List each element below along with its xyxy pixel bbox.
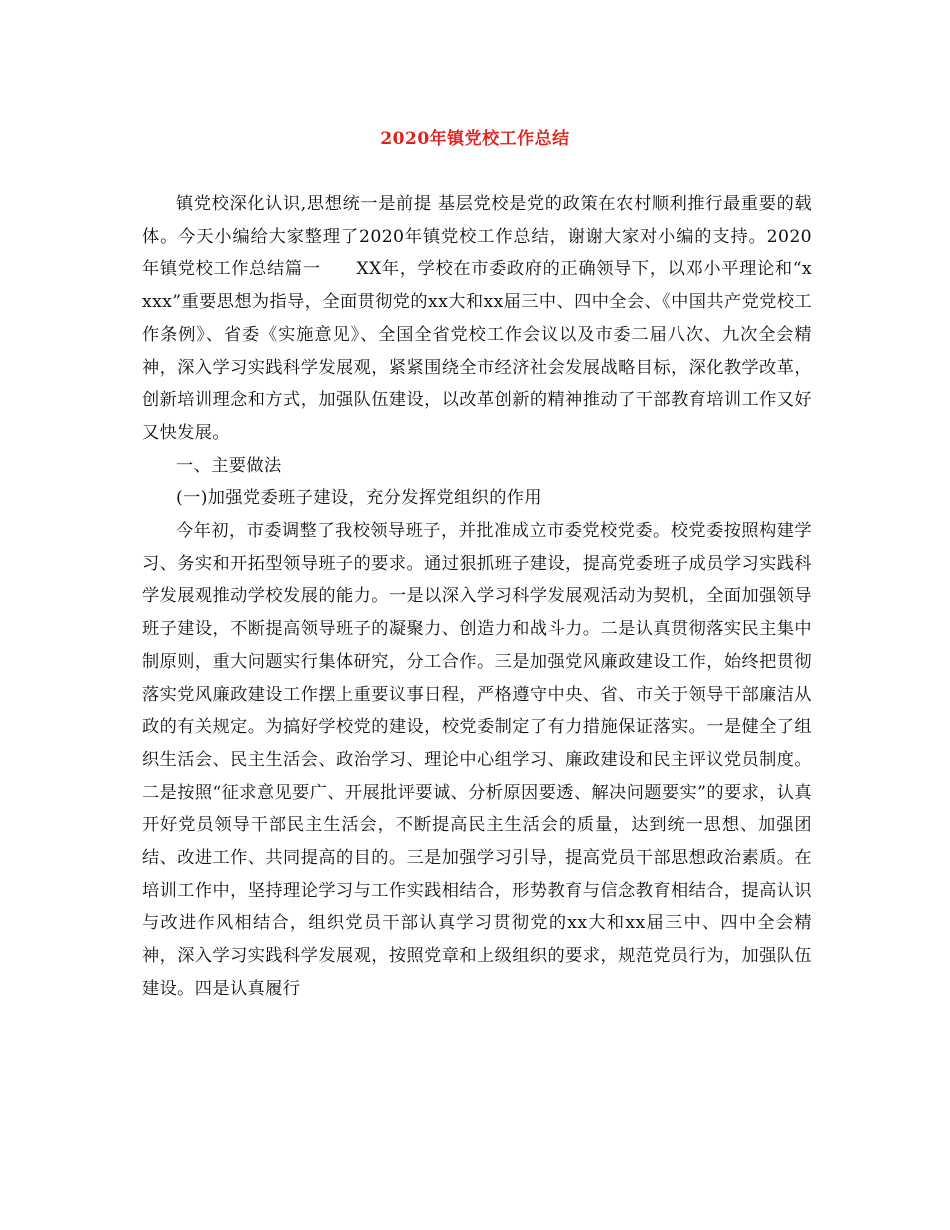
document-body xyxy=(142,188,812,1006)
document-title: 2020年镇党校工作总结 xyxy=(380,129,570,149)
body-paragraph: 今年初，市委调整了我校领导班子，并批准成立市委党校党委。校党委按照构建学习、务实和开拓型领导班子的要求。通过狠抓班子建设，提高党委班子成员学习实践科学发展观推动学校发展的能力。一是以深入学习科学发展观活动为契机，全面加强领导班子建设，不断提高领导班子的凝聚力、创造力和战斗力。二是认真贯彻落实民主集中制原则，重大问题实行集体研究，分工合作。三是加强党风廉政建设工作，始终把贯彻落实党风廉政建设工作摆上重要议事日程，严格遵守中央、省、市关于领导干部廉洁从政的有关规定。为搞好学校党的建设，校党委制定了有力措施保证落实。一是健全了组织生活会、民主生活会、政治学习、理论中心组学习、廉政建设和民主评议党员制度。二是按照“征求意见要广、开展批评要诚、分析原因要透、解决问题要实”的要求，认真开好党员领导干部民主生活会，不断提高民主生活会的质量，达到统一思想、加强团结、改进工作、共同提高的目的。三是加强学习引导，提高党员干部思想政治素质。在培训工作中，坚持理论学习与工作实践相结合，形势教育与信念教育相结合，提高认识与改进作风相结合，组织党员干部认真学习贯彻党的xx大和xx届三中、四中全会精神，深入学习实践科学发展观，按照党章和上级组织的要求，规范党员行为，加强队伍建设。四是认真履行 xyxy=(142,521,812,999)
intro-paragraph: 镇党校深化认识,思想统一是前提 基层党校是党的政策在农村顺利推行最重要的载体。今天小编给大家整理了2020年镇党校工作总结，谢谢大家对小编的支持。2020年镇党校工作总结篇一 XX年，学校在市委政府的正确领导下，以邓小平理论和“xxxx”重要思想为指导，全面贯彻党的xx大和xx届三中、四中全会、《中国共产党党校工作条例》、省委《实施意见》、全国全省党校工作会议以及市委二届八次、九次全会精神，深入学习实践科学发展观，紧紧围绕全市经济社会发展战略目标，深化教学改革，创新培训理念和方式，加强队伍建设，以改革创新的精神推动了干部教育培训工作又好又快发展。 xyxy=(142,194,812,443)
section-heading: 一、主要做法 xyxy=(176,455,282,476)
subsection-heading: (一)加强党委班子建设，充分发挥党组织的作用 xyxy=(176,488,542,509)
